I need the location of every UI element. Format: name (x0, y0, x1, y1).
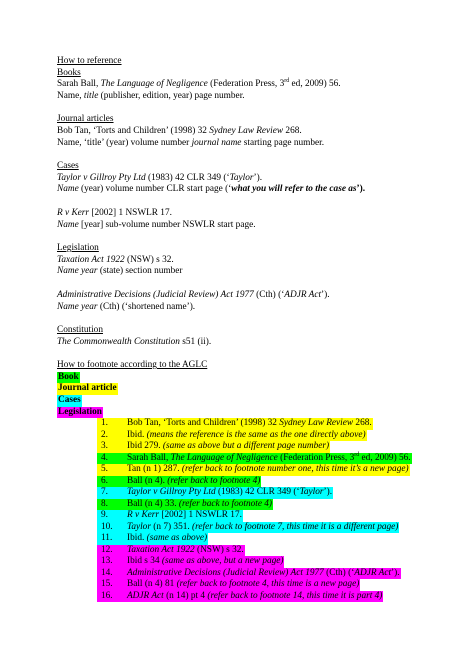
footnote-text-part: [2002] 1 NSWLR 17. (159, 510, 242, 521)
footnote-text-part: Sarah Ball, (127, 452, 171, 463)
document-body (57, 56, 457, 602)
key-item (57, 383, 457, 395)
footnote-highlight (97, 441, 330, 453)
footnote-text-part: Ibid. (127, 533, 147, 544)
footnote-text-part: Ball (n 4) 33. (127, 498, 179, 509)
footnote-text-part: R v Kerr (127, 510, 160, 521)
footnote-text-part: The Language of Negligence (170, 452, 278, 463)
footnote-text-part: 268. (353, 418, 372, 429)
journal-pattern: Name, ‘title’ (year) volume number journal name starting page number. (57, 137, 325, 148)
footnote-number: 6. (101, 475, 108, 486)
footnote-text-part: Taxation Act 1922 (127, 544, 195, 555)
footnote-highlight (97, 499, 273, 511)
footnote-number: 12. (101, 544, 113, 555)
footnote-highlight (97, 545, 245, 557)
footnote-text-part: (n 14) pt 4 (163, 590, 208, 601)
footnote-text-part: Ball (n 4) 81 (127, 579, 177, 590)
footnote-text-part: Ibid 279. (127, 441, 163, 452)
footnote-number: 5. (101, 464, 108, 475)
footnote-text-part: Ibid s 34 (127, 556, 162, 567)
footnote-text-part: (Federation Press, 3 (277, 452, 355, 463)
footnote-highlight (97, 430, 367, 442)
legislation-label: Legislation (57, 243, 99, 254)
key-item (57, 395, 457, 407)
footnote-highlight (97, 591, 383, 603)
footnote-item (57, 441, 457, 453)
footnote-text-part: (NSW) s 32. (194, 544, 244, 555)
footnote-number: 7. (101, 487, 108, 498)
footnote-number: 11. (101, 533, 113, 544)
footnote-number: 16. (101, 590, 113, 601)
footnote-item (57, 522, 457, 534)
constitution-label: Constitution (57, 325, 103, 336)
footnote-item (57, 464, 457, 476)
case-pattern-1: Name (year) volume number CLR start page (‘what you will refer to the case as’). (57, 184, 366, 195)
footnote-text-part: (1983) 42 CLR 349 (‘ (215, 487, 300, 498)
footnote-item (57, 487, 457, 499)
case-example-1: Taylor v Gillroy Pty Ltd (1983) 42 CLR 349 (‘Taylor’). (57, 172, 263, 183)
footnote-text-part: Taylor (127, 521, 151, 532)
footnote-number: 1. (101, 418, 108, 429)
footnote-highlight (97, 464, 410, 476)
footnote-highlight (97, 579, 360, 591)
key-item (57, 372, 457, 384)
books-label: Books (57, 67, 81, 78)
footnote-item (57, 579, 457, 591)
footnote-text-part: ’). (323, 487, 333, 498)
footnote-item (57, 568, 457, 580)
footnote-text-part: (means the reference is the same as the one directly above) (146, 429, 366, 440)
key-label: Journal article (58, 383, 117, 394)
footnote-text-part: (refer back to footnote 4) (178, 498, 273, 509)
books-example: Sarah Ball, The Language of Negligence (Federation Press, 3rd ed, 2009) 56. (57, 78, 341, 90)
footnote-item (57, 533, 457, 545)
footnote-item (57, 556, 457, 568)
footnote-item (57, 591, 457, 603)
legislation-example-2: Administrative Decisions (Judicial Review) Act 1977 (Cth) (‘ADJR Act’). (57, 289, 330, 300)
footnote-list (57, 418, 457, 602)
footnote-number: 8. (101, 498, 108, 509)
footnote-highlight (97, 568, 401, 580)
section-heading-how-to-footnote: How to footnote according to the AGLC (57, 360, 208, 371)
footnote-text-part: Ball (n 4). (127, 475, 168, 486)
footnote-number: 3. (101, 441, 108, 452)
legislation-example-1: Taxation Act 1922 (NSW) s 32. (57, 254, 174, 265)
footnote-number: 14. (101, 567, 113, 578)
footnote-text-part: Ibid. (127, 429, 147, 440)
footnote-highlight (97, 510, 243, 522)
footnote-text-part: ADJR Act (354, 567, 392, 578)
legislation-pattern-1: Name year (state) section number (57, 266, 183, 277)
footnote-text-part: Taylor (299, 487, 324, 498)
books-pattern: Name, title (publisher, edition, year) page number. (57, 90, 245, 101)
footnote-text-part: ’). (391, 567, 400, 578)
footnote-number: 9. (101, 510, 108, 521)
footnote-number: 15. (101, 579, 113, 590)
footnote-highlight (97, 522, 399, 534)
footnote-text-part: rd (354, 451, 360, 458)
case-pattern-2: Name [year] sub-volume number NSWLR start page. (57, 219, 256, 230)
footnote-item (57, 476, 457, 488)
journal-example: Bob Tan, ‘Torts and Children’ (1998) 32 Sydney Law Review 268. (57, 125, 302, 136)
colour-key (57, 372, 457, 418)
footnote-number: 10. (101, 521, 113, 532)
footnote-highlight (97, 556, 284, 568)
key-label: Legislation (58, 406, 102, 417)
footnote-text-part: (refer back to footnote number one, this time it’s a new page) (181, 464, 409, 475)
footnote-text-part: Tan (n 1) 287. (127, 464, 182, 475)
footnote-text-part: (same as above but a different page number) (162, 441, 330, 452)
footnote-text-part: Bob Tan, ‘Torts and Children’ (1998) 32 (127, 418, 280, 429)
case-example-2: R v Kerr [2002] 1 NSWLR 17. (57, 207, 172, 218)
footnote-text-part: ADJR Act (127, 590, 164, 601)
footnote-item (57, 545, 457, 557)
footnote-highlight (97, 533, 208, 545)
footnote-text-part: ed, 2009) 56. (359, 452, 411, 463)
key-item (57, 407, 457, 419)
key-label: Book (58, 371, 79, 382)
footnote-item (57, 510, 457, 522)
footnote-item (57, 499, 457, 511)
footnote-text-part: Administrative Decisions (Judicial Review) Act 1977 (127, 567, 324, 578)
footnote-number: 13. (101, 556, 113, 567)
footnote-text-part: Sydney Law Review (279, 418, 354, 429)
footnote-item (57, 453, 457, 465)
constitution-example: The Commonwealth Constitution s51 (ii). (57, 336, 212, 347)
footnote-text-part: (refer back to footnote 7, this time it is a different page) (192, 521, 399, 532)
legislation-pattern-2: Name year (Cth) (‘shortened name’). (57, 301, 196, 312)
footnote-highlight (97, 476, 261, 488)
footnote-text-part: Taylor v Gillroy Pty Ltd (127, 487, 216, 498)
footnote-highlight (97, 487, 333, 499)
footnote-text-part: (same as above, but a new page) (161, 556, 284, 567)
footnote-number: 2. (101, 429, 108, 440)
footnote-item (57, 430, 457, 442)
footnote-text-part: (same as above) (146, 533, 208, 544)
footnote-text-part: (refer back to footnote 4) (167, 475, 261, 486)
footnote-text-part: (refer back to footnote 14, this time it is part 4) (207, 590, 383, 601)
footnote-item (57, 418, 457, 430)
cases-label: Cases (57, 161, 79, 172)
footnote-text-part: (refer back to footnote 4, this time is a new page) (176, 579, 360, 590)
footnote-highlight (97, 453, 412, 465)
footnote-text-part: (n 7) 351. (150, 521, 193, 532)
key-label: Cases (58, 395, 81, 406)
footnote-highlight (97, 418, 373, 430)
footnote-number: 4. (101, 452, 108, 463)
journal-articles-label: Journal articles (57, 114, 114, 125)
footnote-text-part: (Cth) (‘ (323, 567, 355, 578)
section-heading-how-to-reference: How to reference (57, 56, 122, 66)
